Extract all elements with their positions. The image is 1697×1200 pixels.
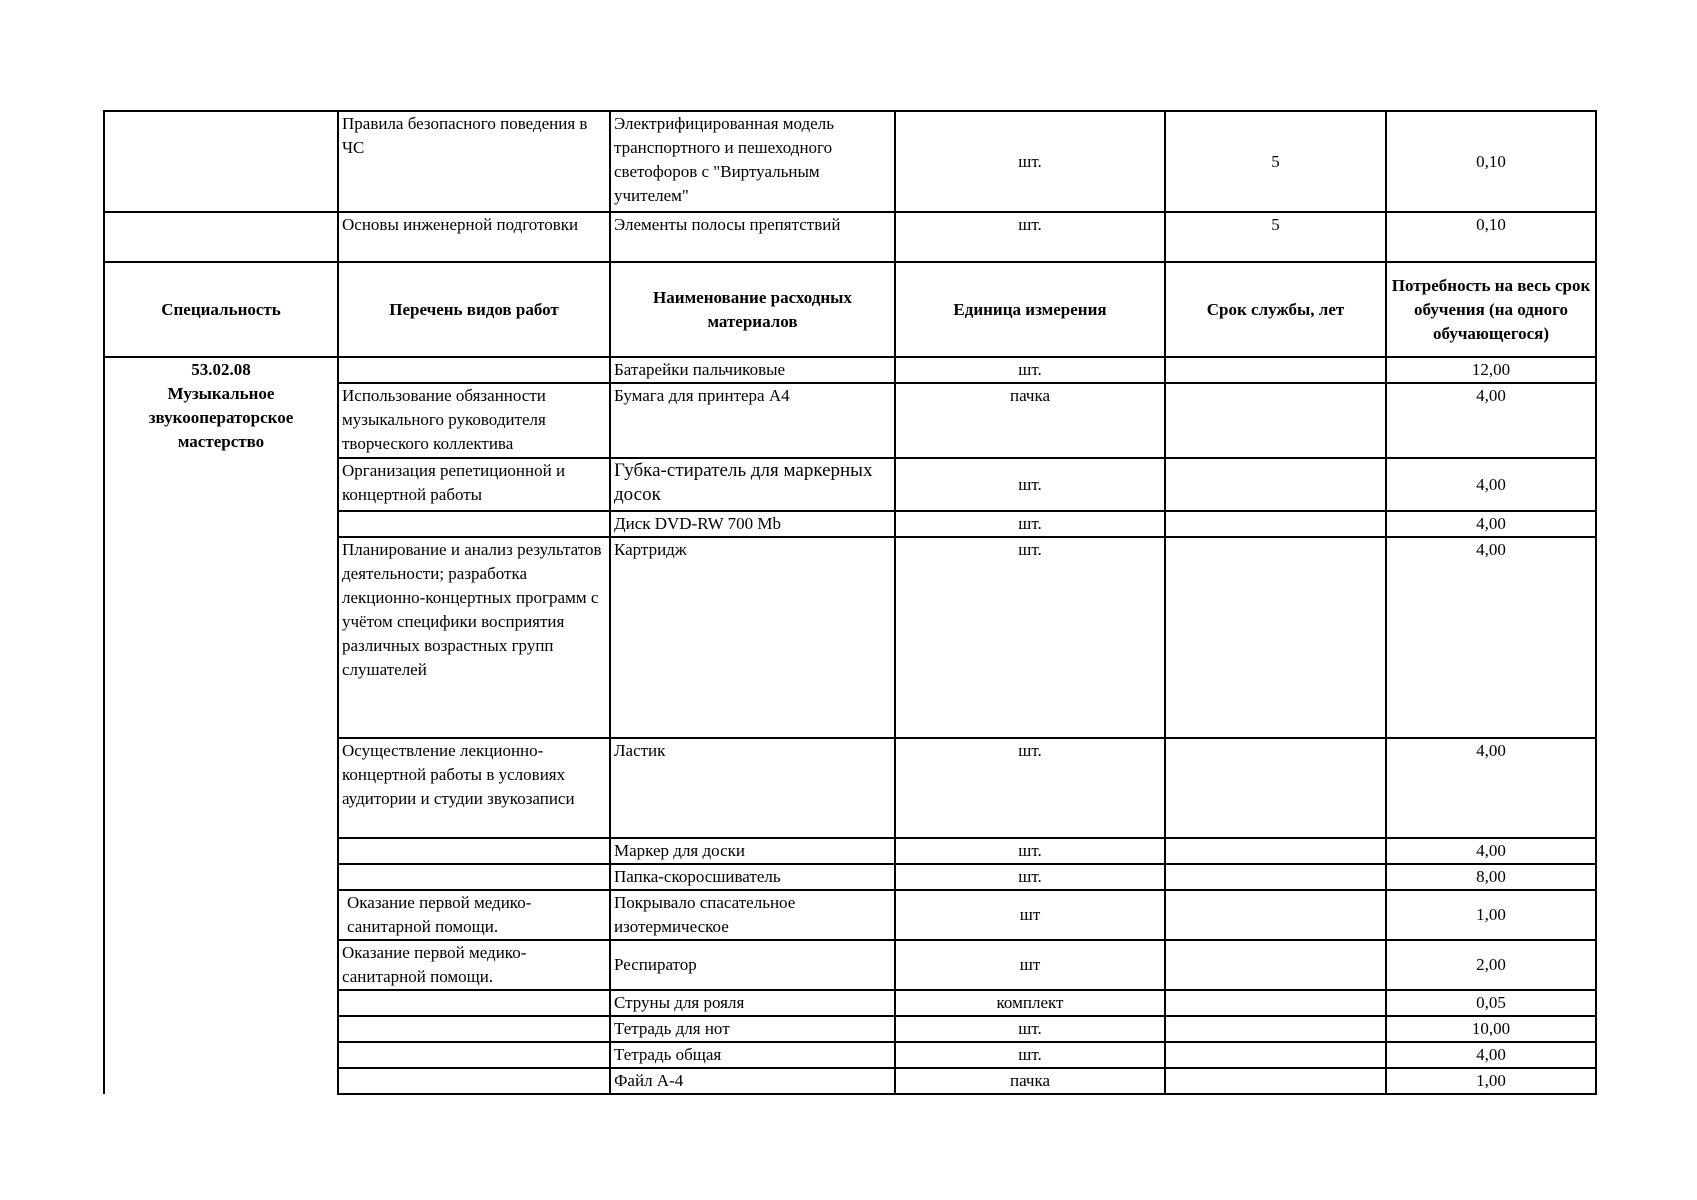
material-cell: Батарейки пальчиковые: [610, 357, 895, 383]
header-material: Наименование расходных материалов: [610, 262, 895, 357]
specialty-cell: [104, 111, 338, 212]
work-cell: [338, 1016, 610, 1042]
life-cell: [1165, 890, 1386, 940]
need-cell: 4,00: [1386, 458, 1596, 511]
unit-cell: комплект: [895, 990, 1165, 1016]
unit-cell: шт.: [895, 537, 1165, 738]
unit-cell: шт.: [895, 511, 1165, 537]
specialty-cell: [104, 212, 338, 262]
materials-table: [103, 110, 1597, 1095]
unit-cell: шт.: [895, 111, 1165, 212]
specialty-code: 53.02.08: [191, 360, 251, 379]
life-cell: [1165, 458, 1386, 511]
need-cell: 4,00: [1386, 838, 1596, 864]
material-cell: Диск DVD-RW 700 Mb: [610, 511, 895, 537]
material-cell: Ластик: [610, 738, 895, 838]
need-cell: 1,00: [1386, 1068, 1596, 1094]
unit-cell: шт.: [895, 864, 1165, 890]
life-cell: [1165, 940, 1386, 990]
material-cell: Респиратор: [610, 940, 895, 990]
material-cell: Картридж: [610, 537, 895, 738]
life-cell: [1165, 537, 1386, 738]
header-works: Перечень видов работ: [338, 262, 610, 357]
material-cell: Элементы полосы препятствий: [610, 212, 895, 262]
work-cell: Организация репетиционной и концертной работы: [338, 458, 610, 511]
material-cell: Файл А-4: [610, 1068, 895, 1094]
material-cell: Папка-скоросшиватель: [610, 864, 895, 890]
header-need: Потребность на весь срок обучения (на одного обучающегося): [1386, 262, 1596, 357]
unit-cell: шт.: [895, 1042, 1165, 1068]
unit-cell: пачка: [895, 383, 1165, 458]
header-specialty: Специальность: [104, 262, 338, 357]
material-cell: Маркер для доски: [610, 838, 895, 864]
work-cell: Осуществление лекционно-концертной работы в условиях аудитории и студии звукозаписи: [338, 738, 610, 838]
life-cell: [1165, 511, 1386, 537]
material-cell: Покрывало спасательное изотермическое: [610, 890, 895, 940]
life-cell: [1165, 357, 1386, 383]
work-cell: [338, 1042, 610, 1068]
specialty-cell: [104, 357, 338, 1094]
material-cell: Тетрадь общая: [610, 1042, 895, 1068]
need-cell: 2,00: [1386, 940, 1596, 990]
material-cell: Губка-стиратель для маркерных досок: [610, 458, 895, 511]
unit-cell: шт.: [895, 212, 1165, 262]
work-cell: Использование обязанности музыкального руководителя творческого коллектива: [338, 383, 610, 458]
life-cell: 5: [1165, 212, 1386, 262]
work-cell: [338, 357, 610, 383]
header-unit: Единица измерения: [895, 262, 1165, 357]
material-cell: Бумага для принтера А4: [610, 383, 895, 458]
unit-cell: шт.: [895, 838, 1165, 864]
work-cell: Основы инженерной подготовки: [338, 212, 610, 262]
work-cell: Планирование и анализ результатов деятельности; разработка лекционно-концертных программ с учётом специфики восприятия различных возрастных групп слушателей: [338, 537, 610, 738]
life-cell: [1165, 1068, 1386, 1094]
need-cell: 4,00: [1386, 738, 1596, 838]
need-cell: 0,10: [1386, 212, 1596, 262]
work-cell: Оказание первой медико-санитарной помощи.: [338, 940, 610, 990]
specialty-name: Музыкальное звукооператорское мастерство: [148, 384, 294, 451]
life-cell: [1165, 738, 1386, 838]
life-cell: [1165, 383, 1386, 458]
unit-cell: шт: [895, 940, 1165, 990]
unit-cell: шт.: [895, 738, 1165, 838]
table-row: [104, 357, 1596, 383]
work-cell: [338, 838, 610, 864]
life-cell: [1165, 1016, 1386, 1042]
life-cell: [1165, 990, 1386, 1016]
need-cell: 8,00: [1386, 864, 1596, 890]
work-cell: [338, 511, 610, 537]
life-cell: 5: [1165, 111, 1386, 212]
table-row: [104, 212, 1596, 262]
unit-cell: шт: [895, 890, 1165, 940]
table-header-row: [104, 262, 1596, 357]
life-cell: [1165, 838, 1386, 864]
need-cell: 1,00: [1386, 890, 1596, 940]
need-cell: 4,00: [1386, 537, 1596, 738]
header-life: Срок службы, лет: [1165, 262, 1386, 357]
life-cell: [1165, 864, 1386, 890]
material-cell: Тетрадь для нот: [610, 1016, 895, 1042]
need-cell: 4,00: [1386, 383, 1596, 458]
need-cell: 4,00: [1386, 1042, 1596, 1068]
need-cell: 12,00: [1386, 357, 1596, 383]
table-row: [104, 111, 1596, 212]
unit-cell: шт.: [895, 458, 1165, 511]
work-cell: Оказание первой медико-санитарной помощи.: [338, 890, 610, 940]
unit-cell: пачка: [895, 1068, 1165, 1094]
need-cell: 4,00: [1386, 511, 1596, 537]
work-cell: Правила безопасного поведения в ЧС: [338, 111, 610, 212]
work-cell: [338, 1068, 610, 1094]
need-cell: 0,05: [1386, 990, 1596, 1016]
need-cell: 0,10: [1386, 111, 1596, 212]
need-cell: 10,00: [1386, 1016, 1596, 1042]
life-cell: [1165, 1042, 1386, 1068]
unit-cell: шт.: [895, 1016, 1165, 1042]
work-cell: [338, 990, 610, 1016]
work-cell: [338, 864, 610, 890]
material-cell: Струны для рояля: [610, 990, 895, 1016]
material-cell: Электрифицированная модель транспортного и пешеходного светофоров с "Виртуальным учителем": [610, 111, 895, 212]
unit-cell: шт.: [895, 357, 1165, 383]
